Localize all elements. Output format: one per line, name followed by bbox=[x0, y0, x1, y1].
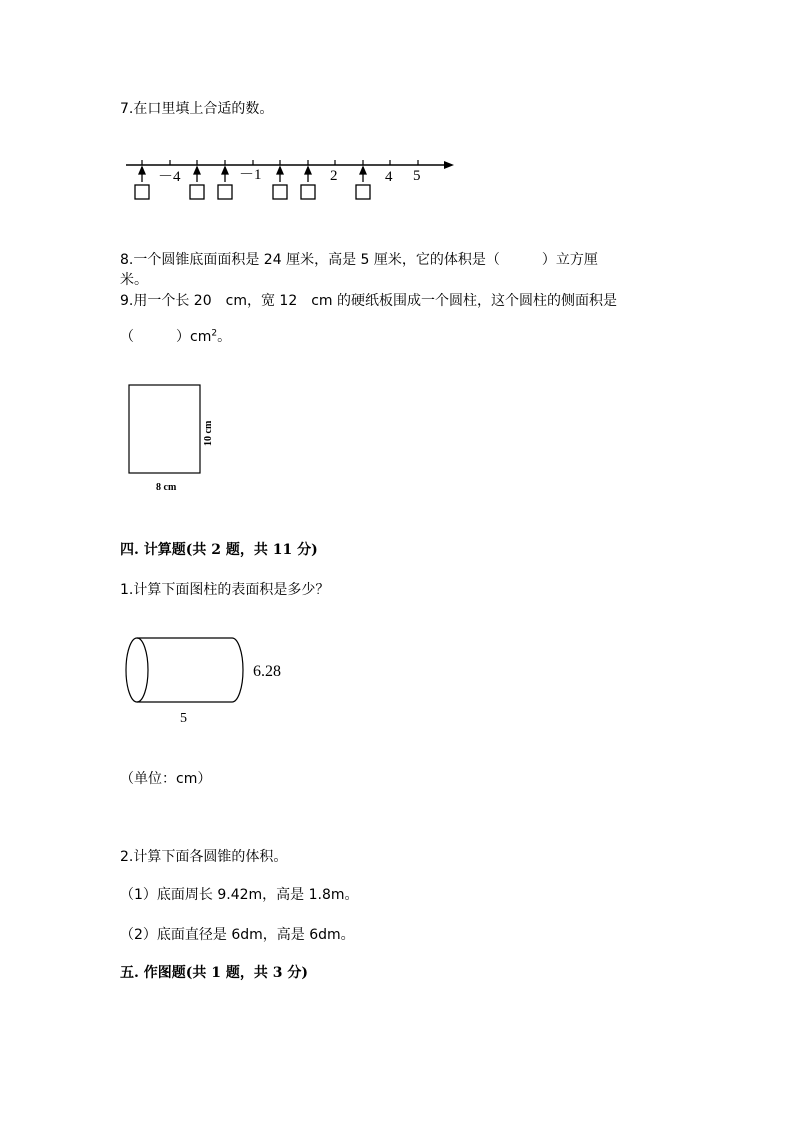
number-line-label: －4 bbox=[158, 169, 181, 185]
cylinder-right-face bbox=[232, 638, 243, 702]
rectangle-height-label: 10 cm bbox=[203, 420, 214, 446]
question-8-line1: 8.一个圆锥底面面积是 24 厘米，高是 5 厘米，它的体积是（ ）立方厘 bbox=[120, 252, 598, 268]
rectangle-shape bbox=[129, 385, 200, 473]
number-line-label: －1 bbox=[239, 167, 262, 183]
answer-box bbox=[273, 185, 287, 199]
cylinder-figure bbox=[118, 630, 298, 730]
cylinder-bottom-label: 5 bbox=[180, 711, 187, 726]
question-8-line2: 米。 bbox=[120, 272, 148, 288]
section-4-heading: 四. 计算题(共 2 题，共 11 分) bbox=[120, 542, 318, 558]
cylinder-right-label: 6.28 bbox=[253, 663, 281, 680]
section-4-question-2-sub1: （1）底面周长 9.42m，高是 1.8m。 bbox=[120, 887, 359, 903]
unit-note: （单位：cm） bbox=[120, 771, 212, 787]
cylinder-left-face bbox=[126, 638, 148, 702]
section-4-question-1-text: 1.计算下面图柱的表面积是多少？ bbox=[120, 582, 330, 598]
number-line-answer-boxes bbox=[135, 185, 370, 199]
answer-box bbox=[301, 185, 315, 199]
question-9-line2 bbox=[120, 326, 231, 346]
answer-box bbox=[190, 185, 204, 199]
question-9-line2-prefix: （ ）cm bbox=[120, 329, 212, 345]
question-7-text: 7.在口里填上合适的数。 bbox=[120, 101, 274, 117]
number-line-arrowhead bbox=[444, 161, 454, 169]
number-line-figure bbox=[120, 150, 460, 206]
answer-box bbox=[135, 185, 149, 199]
section-5-heading: 五. 作图题(共 1 题，共 3 分) bbox=[120, 965, 308, 981]
question-9-line1: 9.用一个长 20 cm，宽 12 cm 的硬纸板围成一个圆柱，这个圆柱的侧面积是 bbox=[120, 293, 618, 309]
section-4-question-2-sub2: （2）底面直径是 6dm，高是 6dm。 bbox=[120, 927, 355, 943]
rectangle-width-label: 8 cm bbox=[156, 482, 177, 493]
number-line-label: 4 bbox=[385, 169, 393, 185]
rectangle-figure bbox=[120, 378, 230, 498]
answer-box bbox=[356, 185, 370, 199]
question-9-line2-suffix: 。 bbox=[217, 329, 232, 345]
number-line-label: 5 bbox=[413, 168, 421, 184]
section-4-question-2-text: 2.计算下面各圆锥的体积。 bbox=[120, 849, 288, 865]
number-line-label: 2 bbox=[330, 168, 338, 184]
question-9-superscript: 2 bbox=[211, 328, 218, 339]
answer-box bbox=[218, 185, 232, 199]
